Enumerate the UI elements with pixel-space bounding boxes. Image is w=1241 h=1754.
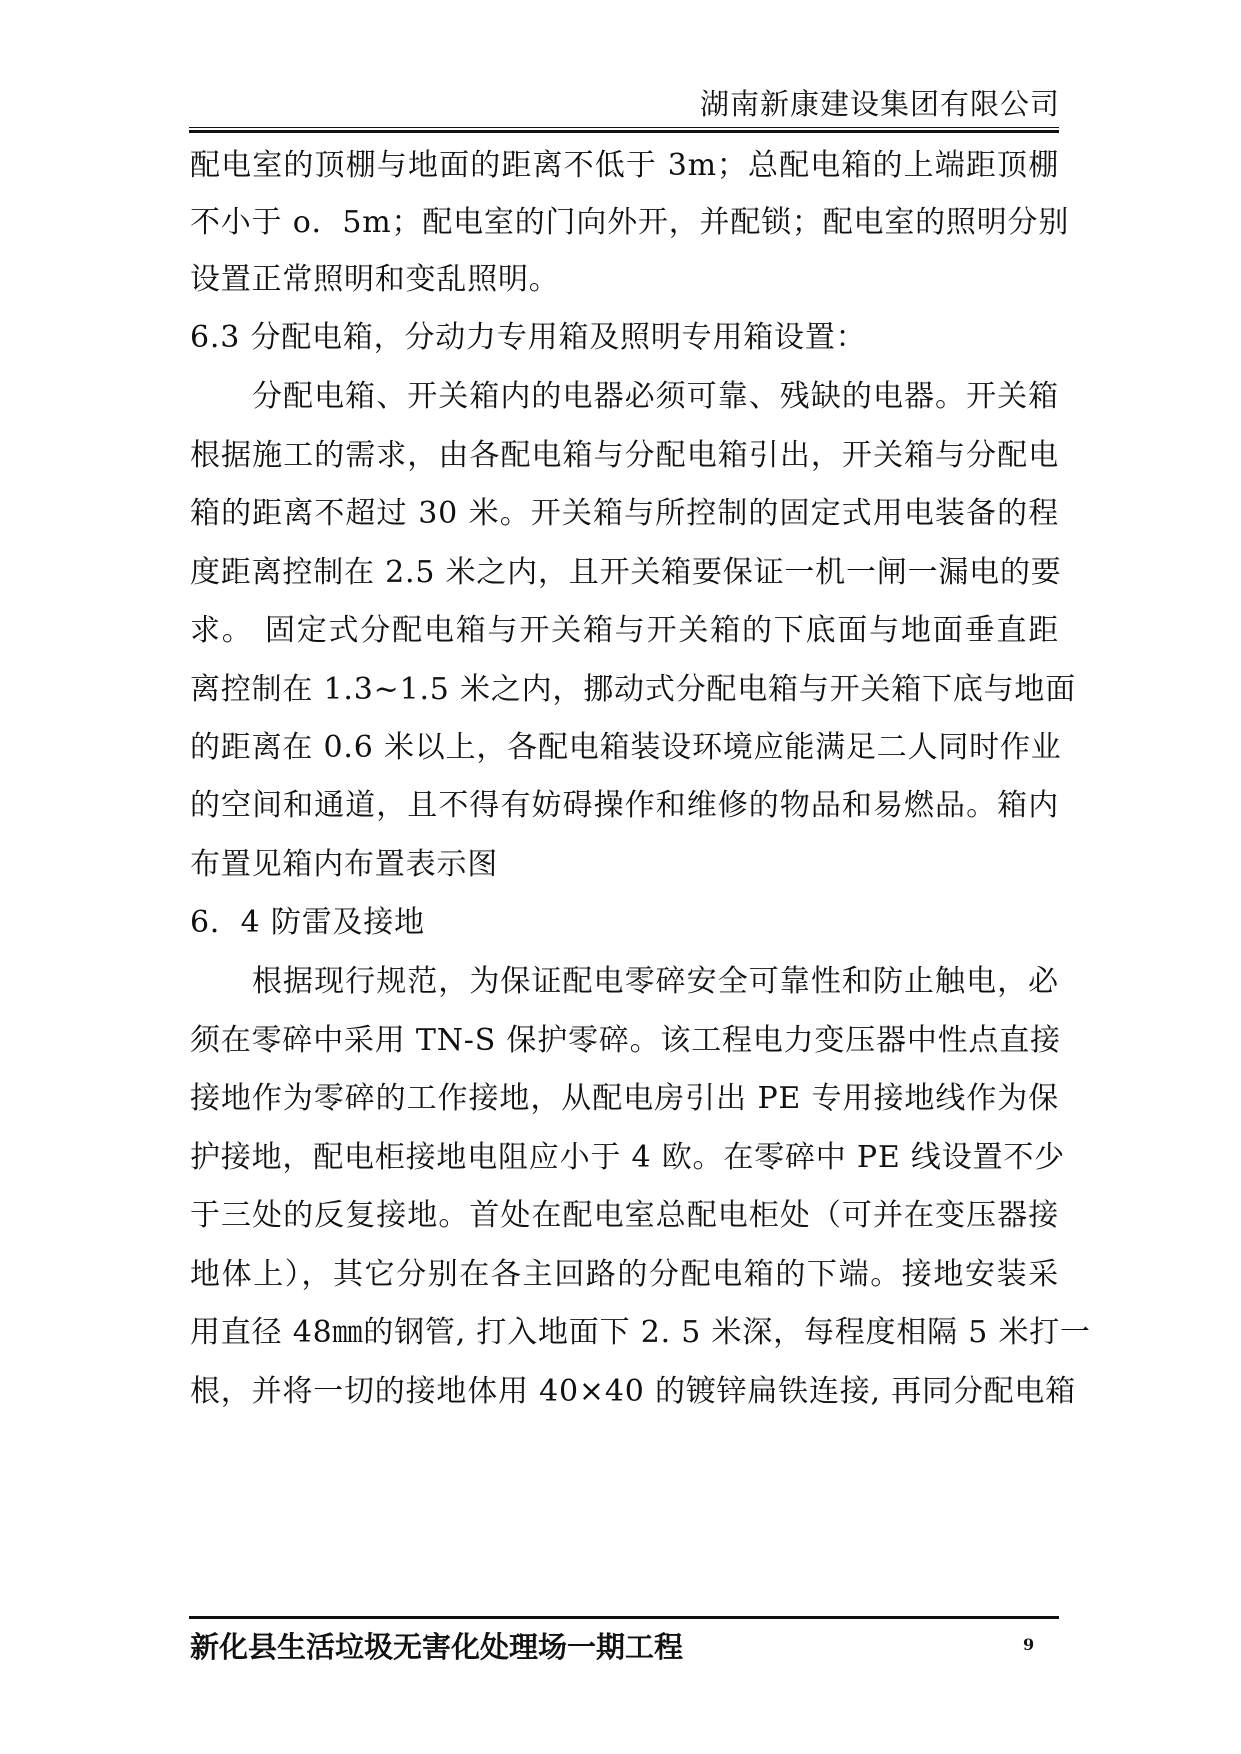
body-line: 的距离在 0.6 米以上，各配电箱装设环境应能满足二人同时作业 <box>190 730 1062 765</box>
paragraph-first-line: 分配电箱、开关箱内的电器必须可靠、残缺的电器。开关箱 <box>252 379 1059 414</box>
header-rule-thin <box>189 127 1059 128</box>
body-line: 须在零碎中采用 TN-S 保护零碎。该工程电力变压器中性点直接 <box>190 1023 1061 1058</box>
body-line: 离控制在 1.3~1.5 米之内，挪动式分配电箱与开关箱下底与地面 <box>190 672 1077 707</box>
body-line: 设置正常照明和变乱照明。 <box>190 262 560 297</box>
body-line: 护接地，配电柜接地电阻应小于 4 欧。在零碎中 PE 线设置不少 <box>190 1140 1065 1175</box>
paragraph-first-line: 根据现行规范，为保证配电零碎安全可靠性和防止触电，必 <box>252 964 1059 999</box>
header-company-name: 湖南新康建设集团有限公司 <box>699 87 1060 121</box>
body-line: 箱的距离不超过 30 米。开关箱与所控制的固定式用电装备的程 <box>190 496 1059 531</box>
body-line: 接地作为零碎的工作接地，从配电房引出 PE 专用接地线作为保 <box>190 1081 1059 1116</box>
body-line: 地体上），其它分别在各主回路的分配电箱的下端。接地安装采 <box>190 1257 1059 1292</box>
body-line: 用直径 48㎜的钢管, 打入地面下 2. 5 米深，每程度相隔 5 米打一 <box>190 1315 1091 1350</box>
body-line: 根，并将一切的接地体用 40×40 的镀锌扁铁连接, 再同分配电箱 <box>190 1374 1077 1409</box>
body-line: 配电室的顶棚与地面的距离不低于 3m；总配电箱的上端距顶棚 <box>190 148 1059 183</box>
page-number: 9 <box>1023 1635 1035 1654</box>
footer-project-title: 新化县生活垃圾无害化处理场一期工程 <box>190 1630 684 1664</box>
body-line: 度距离控制在 2.5 米之内，且开关箱要保证一机一闸一漏电的要 <box>190 555 1062 590</box>
body-line: 布置见箱内布置表示图 <box>190 847 498 882</box>
body-line: 求。 固定式分配电箱与开关箱与开关箱的下底面与地面垂直距 <box>190 613 1059 648</box>
body-line: 不小于 o．5m；配电室的门向外开，并配锁；配电室的照明分别 <box>190 205 1070 240</box>
footer-rule <box>189 1616 1059 1619</box>
body-line: 于三处的反复接地。首处在配电室总配电柜处（可并在变压器接 <box>190 1198 1059 1233</box>
body-line: 根据施工的需求，由各配电箱与分配电箱引出，开关箱与分配电 <box>190 438 1059 473</box>
section-heading-6-4: 6．4 防雷及接地 <box>190 905 425 940</box>
section-heading-6-3: 6.3 分配电箱，分动力专用箱及照明专用箱设置： <box>190 320 867 355</box>
body-line: 的空间和通道，且不得有妨碍操作和维修的物品和易燃品。箱内 <box>190 788 1059 823</box>
header-rule-thick <box>189 130 1059 133</box>
